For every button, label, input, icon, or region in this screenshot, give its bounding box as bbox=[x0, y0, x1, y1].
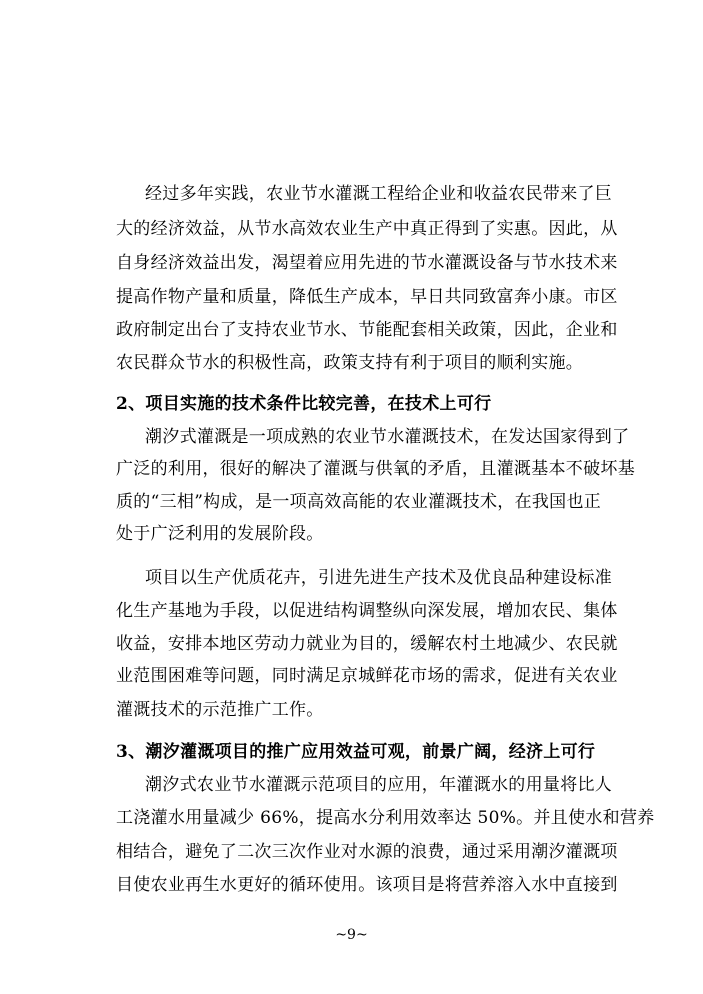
paragraph-2-line: 处于广泛利用的发展阶段。 bbox=[116, 524, 324, 544]
paragraph-2-line: 潮汐式灌溉是一项成熟的农业节水灌溉技术，在发达国家得到了 bbox=[145, 427, 630, 447]
paragraph-1-line: 经过多年实践，农业节水灌溉工程给企业和收益农民带来了巨 bbox=[145, 184, 613, 204]
paragraph-1-line: 农民群众节水的积极性高，政策支持有利于项目的顺利实施。 bbox=[116, 353, 584, 373]
paragraph-4-line: 目使农业再生水更好的循环使用。该项目是将营养溶入水中直接到 bbox=[116, 875, 618, 895]
section-heading-3: 3、潮汐灌溉项目的推广应用效益可观，前景广阔，经济上可行 bbox=[116, 742, 596, 762]
paragraph-2-line: 质的“三相”构成，是一项高效高能的农业灌溉技术，在我国也正 bbox=[116, 492, 602, 512]
paragraph-4-line: 相结合，避免了二次三次作业对水源的浪费，通过采用潮汐灌溉项 bbox=[116, 842, 618, 862]
paragraph-1-line: 政府制定出台了支持农业节水、节能配套相关政策，因此，企业和 bbox=[116, 320, 618, 340]
section-heading-2: 2、项目实施的技术条件比较完善，在技术上可行 bbox=[116, 394, 492, 414]
paragraph-3-line: 灌溉技术的示范推广工作。 bbox=[116, 700, 324, 720]
paragraph-3-line: 化生产基地为手段，以促进结构调整纵向深发展，增加农民、集体 bbox=[116, 601, 618, 621]
paragraph-3-line: 收益，安排本地区劳动力就业为目的，缓解农村土地减少、农民就 bbox=[116, 634, 618, 654]
paragraph-2-line: 广泛的利用，很好的解决了灌溉与供氧的矛盾，且灌溉基本不破坏基 bbox=[116, 459, 635, 479]
page-number: ~9~ bbox=[335, 927, 368, 943]
paragraph-3-line: 业范围困难等问题，同时满足京城鲜花市场的需求，促进有关农业 bbox=[116, 666, 618, 686]
paragraph-3-line: 项目以生产优质花卉，引进先进生产技术及优良品种建设标准 bbox=[145, 568, 613, 588]
paragraph-1-line: 自身经济效益出发，渴望着应用先进的节水灌溉设备与节水技术来 bbox=[116, 253, 618, 273]
paragraph-4-line: 潮汐式农业节水灌溉示范项目的应用，年灌溉水的用量将比人 bbox=[145, 775, 613, 795]
paragraph-4-line: 工浇灌水用量减少 66%，提高水分利用效率达 50%。并且使水和营养 bbox=[116, 808, 655, 828]
paragraph-1-line: 大的经济效益，从节水高效农业生产中真正得到了实惠。因此，从 bbox=[116, 219, 618, 239]
paragraph-1-line: 提高作物产量和质量，降低生产成本，早日共同致富奔小康。市区 bbox=[116, 287, 618, 307]
